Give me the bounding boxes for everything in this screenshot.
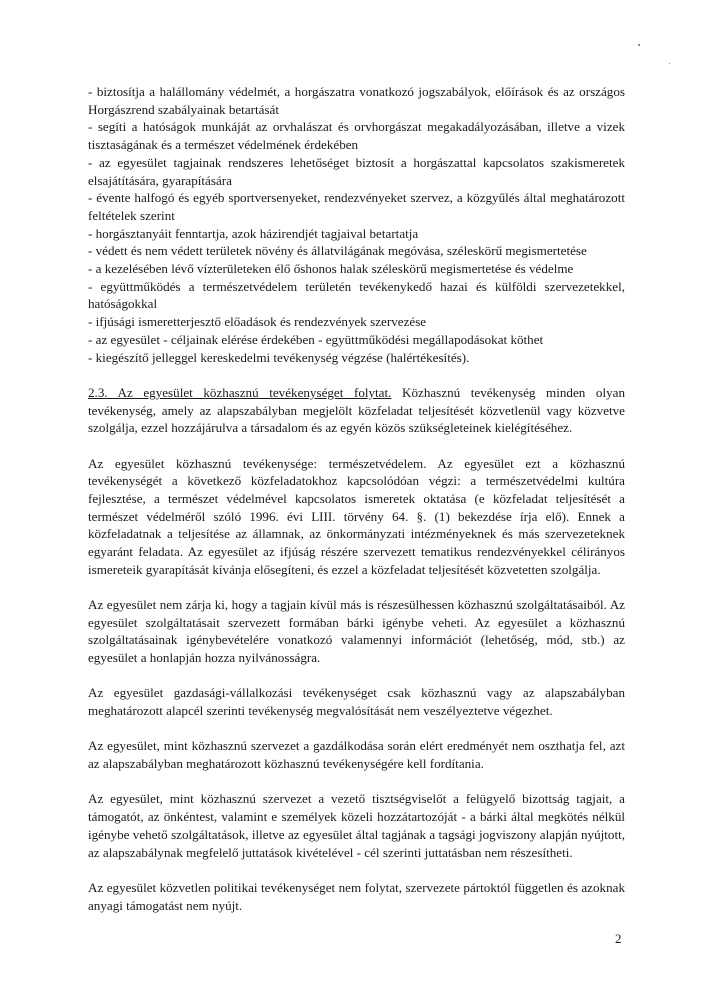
page-number: 2 (615, 931, 622, 946)
body-paragraph: Az egyesület, mint közhasznú szervezet a vezető tisztségviselőt a felügyelő bizottság tagjait, a támogatót, az önkéntest, valamint e személyek közeli hozzátartozóját - a bárki által megkötés nélkül igénybe vehető szolgáltatások, illetve az egyesület által tagjának a tagsági jogviszony alapján nyújtott, az alapszabálynak megfelelő juttatások kivételével - cél szerinti juttatásban nem részesítheti. (88, 791, 625, 860)
activity-list (88, 83, 625, 366)
document-page (88, 83, 625, 932)
section-2-3-paragraph (88, 384, 625, 437)
body-paragraph: Az egyesület nem zárja ki, hogy a tagjain kívül más is részesülhessen közhasznú szolgáltatásaiból. Az egyesület szolgáltatásait szervezett formában bárki igénybe veheti. Az egyesület a közhasznú szolgáltatásainak igénybevételére vonatkozó valamennyi információt (lehetőség, mód, stb.) az egyesület a honlapján hozza nyilvánosságra. (88, 597, 625, 666)
section-text: Közhasznú tevékenység minden olyan tevékenység, amely az alapszabályban megjelölt közfeladat teljesítését közvetlenül vagy közvetve szolgálja, ezzel hozzájárulva a társadalom és az egyén közös szükségleteinek kielégítéséhez. (88, 384, 625, 436)
body-paragraph: Az egyesület közhasznú tevékenysége: természetvédelem. Az egyesület ezt a közhasznú tevékenységét a következő közfeladatokhoz kapcsolódóan végzi: a természetvédelmi kultúra fejlesztése, a természet védelmével kapcsolatos ismeretek oktatása (e közfeladat teljesítését a természet védelméről szóló 1996. évi LIII. törvény 64. §. (1) bekezdése írja elő). Ennek a közfeladatnak a teljesítése az államnak, az önkormányzati intézményeknek és más szervezeteknek egyaránt feladata. Az egyesület az ifjúság részére szervezett tematikus rendezvényekkel célirányos ismereteik gyarapítását kívánja elősegíteni, és ezzel a közfeladat teljesítését közvetetten szolgálja. (88, 455, 625, 577)
list-item: - az egyesület tagjainak rendszeres lehetőséget biztosít a horgászattal kapcsolatos szakismeretek elsajátítására, gyarapítására (88, 154, 625, 188)
body-paragraph: Az egyesület, mint közhasznú szervezet a gazdálkodása során elért eredményét nem oszthatja fel, azt az alapszabályban meghatározott közhasznú tevékenységére kell fordítania. (88, 738, 625, 772)
list-item: - ifjúsági ismeretterjesztő előadások és rendezvények szervezése (88, 314, 427, 330)
list-item: - védett és nem védett területek növény és állatvilágának megóvása, széleskörű megismertetése (88, 243, 587, 259)
body-paragraph: Az egyesület közvetlen politikai tevékenységet nem folytat, szervezete pártoktól független és azoknak anyagi támogatást nem nyújt. (88, 879, 625, 913)
list-item: - horgásztanyáit fenntartja, azok házirendjét tagjaival betartatja (88, 225, 419, 241)
list-item: - kiegészítő jelleggel kereskedelmi tevékenység végzése (halértékesítés). (88, 349, 470, 365)
list-item: - biztosítja a halállomány védelmét, a horgászatra vonatkozó jogszabályok, előírások és az országos Horgászrend szabályainak betartását (88, 84, 625, 117)
list-item: - együttműködés a természetvédelem területén tevékenykedő hazai és külföldi szervezetekkel, hatóságokkal (88, 278, 625, 312)
list-item: - az egyesület - céljainak elérése érdekében - együttműködési megállapodásokat köthet (88, 331, 544, 347)
body-paragraph: Az egyesület gazdasági-vállalkozási tevékenységet csak közhasznú vagy az alapszabályban meghatározott alapcél szerinti tevékenység megvalósítását nem veszélyeztetve végezhet. (88, 685, 625, 719)
scan-speck (669, 63, 670, 64)
scan-speck (638, 44, 640, 46)
section-heading: 2.3. Az egyesület közhasznú tevékenységet folytat. (88, 384, 392, 400)
list-item: - segíti a hatóságok munkáját az orvhalászat és orvhorgászat megakadályozásában, illetve a vizek tisztaságának és a természet védelmének érdekében (88, 119, 625, 153)
list-item: - a kezelésében lévő vízterületeken élő őshonos halak széleskörű megismertetése és védelme (88, 261, 574, 277)
list-item: - évente halfogó és egyéb sportversenyeket, rendezvényeket szervez, a közgyűlés által meghatározott feltételek szerint (88, 190, 625, 223)
